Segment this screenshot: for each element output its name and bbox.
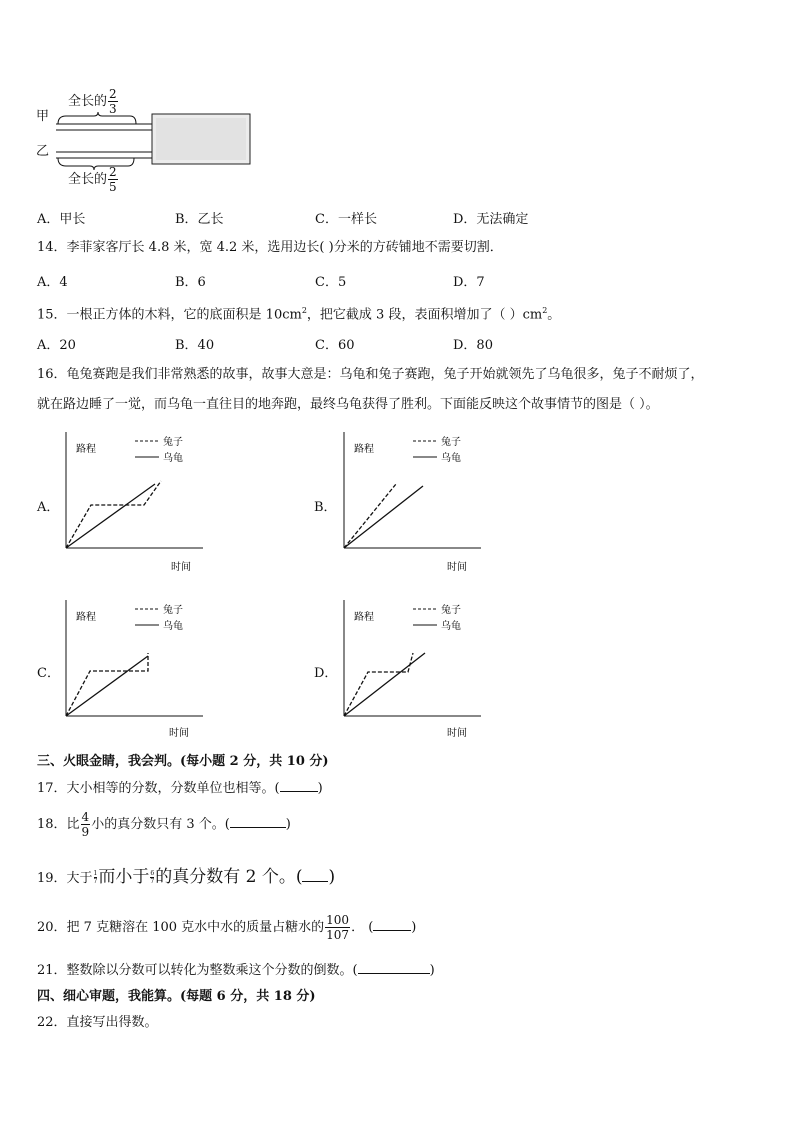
graph-a [55, 428, 205, 576]
graph-a-ylabel: 路程 [76, 444, 96, 455]
q17-text: 17．大小相等的分数，分数单位也相等。( ) [37, 781, 323, 796]
graph-b-ylabel: 路程 [354, 444, 374, 455]
q18-answer-blank[interactable] [230, 815, 286, 828]
q16-line2: 就在路边睡了一觉，而乌龟一直往目的地奔跑，最终乌龟获得了胜利。下面能反映这个故事情节的图是（ ）。 [37, 397, 659, 412]
q15-option-a: A．20 [37, 338, 76, 353]
graph-d-ylabel: 路程 [354, 612, 374, 623]
graph-label-a: A． [37, 500, 60, 515]
q14-text: 14．李菲家客厅长 4.8 米，宽 4.2 米，选用边长( )分米的方砖铺地不需要切割． [37, 240, 503, 255]
q20-answer-blank[interactable] [373, 918, 411, 931]
section-3-heading: 三、火眼金睛，我会判。(每小题 2 分，共 10 分) [37, 754, 329, 769]
q15-option-b: B．40 [175, 338, 215, 353]
q14-option-d: D．7 [453, 275, 485, 290]
graph-b-xlabel: 时间 [447, 562, 467, 573]
graph-b-legend-turtle: 乌龟 [441, 453, 461, 464]
graph-c-ylabel: 路程 [76, 612, 96, 623]
q15-text: 15．一根正方体的木料，它的底面积是 $10cm^2$，把它截成 3 段，表面积增加了（ ）$cm^2$。 [37, 306, 561, 323]
q20-text: 20．把 7 克糖溶在 100 克水中水的质量占糖水的 $\frac{100}{107}$ ． ( ) [37, 913, 417, 942]
section-4-heading: 四、细心审题，我能算。(每题 6 分，共 18 分) [37, 989, 316, 1004]
q17-answer-blank[interactable] [280, 779, 318, 792]
bottom-caption: 全长的 $\frac{2}{5}$ [68, 165, 117, 194]
label-jia: 甲 [36, 109, 50, 124]
graph-label-d: D． [314, 666, 338, 681]
q15-option-d: D．80 [453, 338, 493, 353]
q18-text: 18．比 $\frac{4}{9}$ 小的真分数只有 3 个。( ) [37, 810, 291, 839]
label-yi: 乙 [36, 144, 50, 159]
q13-option-a: A．甲长 [37, 212, 86, 227]
q21-answer-blank[interactable] [358, 961, 430, 974]
q13-option-b: B．乙长 [175, 212, 224, 227]
graph-d [333, 596, 483, 744]
q21-text: 21．整数除以分数可以转化为整数乘这个分数的倒数。( ) [37, 963, 435, 978]
top-caption: 全长的 $\frac{2}{3}$ [68, 87, 117, 116]
q13-option-c: C．一样长 [315, 212, 377, 227]
graph-c [55, 596, 205, 744]
q14-option-b: B．6 [175, 275, 206, 290]
graph-d-legend-turtle: 乌龟 [441, 621, 461, 632]
graph-c-xlabel: 时间 [169, 728, 189, 739]
q19-text: 19．大于 $\frac{1}{7}$ 而小于 $\frac{6}{7}$ 的真分数有 2 个。( ) [37, 867, 336, 887]
stick-diagram [36, 80, 266, 195]
graph-c-legend-turtle: 乌龟 [163, 621, 183, 632]
graph-b-legend-rabbit: 兔子 [441, 437, 461, 448]
q19-answer-blank[interactable] [302, 869, 328, 882]
graph-label-b: B． [314, 500, 337, 515]
q22-text: 22．直接写出得数。 [37, 1015, 158, 1030]
graph-b [333, 428, 483, 576]
q14-option-c: C．5 [315, 275, 347, 290]
q13-option-d: D．无法确定 [453, 212, 529, 227]
q14-option-a: A．4 [37, 275, 68, 290]
graph-a-legend-turtle: 乌龟 [163, 453, 183, 464]
graph-label-c: C． [37, 666, 60, 681]
graph-c-legend-rabbit: 兔子 [163, 605, 183, 616]
graph-a-legend-rabbit: 兔子 [163, 437, 183, 448]
q13-figure [36, 80, 266, 195]
graph-a-xlabel: 时间 [171, 562, 191, 573]
q15-option-c: C．60 [315, 338, 355, 353]
q16-line1: 16．龟兔赛跑是我们非常熟悉的故事，故事大意是：乌龟和兔子赛跑，兔子开始就领先了乌龟很多，兔子不耐烦了， [37, 367, 704, 382]
graph-d-xlabel: 时间 [447, 728, 467, 739]
graph-d-legend-rabbit: 兔子 [441, 605, 461, 616]
